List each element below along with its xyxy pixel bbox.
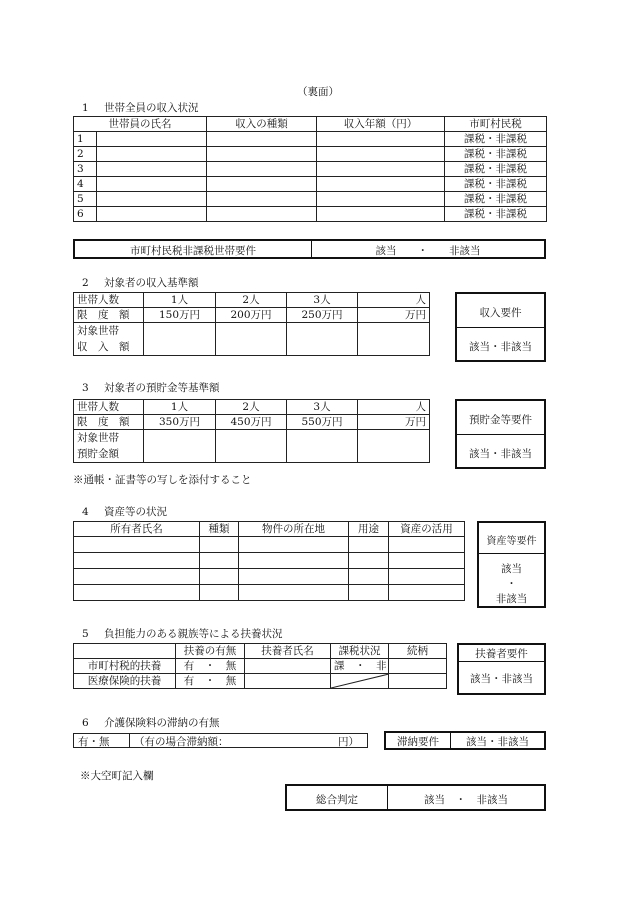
non-taxable-household-requirement [73,239,546,259]
member-name-cell[interactable] [97,207,207,222]
member-name-cell[interactable] [97,132,207,147]
row-label: 市町村税的扶養 [74,659,176,674]
limit-cell: 350万円 [144,415,216,430]
has-dependency-cell[interactable]: 有 ・ 無 [176,659,245,674]
supporter-name-cell[interactable] [245,674,331,689]
attachment-note: ※通帳・証書等の写しを添付すること [73,474,252,486]
income-type-cell[interactable] [207,192,317,207]
asset-utilization-cell[interactable] [389,537,465,553]
table-header-row [74,522,465,537]
row-number: 2 [74,147,97,162]
row-label: 医療保険的扶養 [74,674,176,689]
section-number: 1 [82,102,89,114]
requirement-value[interactable]: 該当 ・ 非該当 [375,245,481,257]
table-row [74,308,430,323]
household-income-cell[interactable] [358,323,430,356]
limit-cell: 550万円 [287,415,358,430]
income-type-cell[interactable] [207,162,317,177]
requirement-label: 収入要件 [479,307,522,319]
table-row [74,147,547,162]
table-row [74,674,447,689]
household-income-cell[interactable] [287,323,358,356]
people-cell[interactable]: 人 [358,400,430,415]
table-row [74,569,465,585]
income-amount-cell[interactable] [317,207,445,222]
asset-type-cell[interactable] [200,585,239,601]
column-header: 続柄 [389,644,447,659]
asset-use-cell[interactable] [349,553,389,569]
asset-location-cell[interactable] [239,553,349,569]
household-income-table [73,116,547,222]
income-amount-cell[interactable] [317,132,445,147]
section-3-heading [82,380,220,395]
table-row [74,415,430,430]
owner-name-cell[interactable] [74,537,200,553]
requirement-value[interactable]: 該当・非該当 [469,341,532,353]
section-title: 世帯全員の収入状況 [104,102,199,114]
column-header: 収入の種類 [207,117,317,132]
household-savings-cell[interactable] [287,430,358,463]
table-row [74,293,430,308]
table-row [74,323,430,356]
asset-type-cell[interactable] [200,537,239,553]
row-label [74,430,144,463]
income-limit-table [73,292,430,356]
assets-requirement-box [477,521,546,608]
row-number: 3 [74,162,97,177]
tax-status-cell-crossed [331,674,389,689]
supporter-name-cell[interactable] [245,659,331,674]
requirement-value[interactable]: 非該当 [495,593,528,605]
asset-type-cell[interactable] [200,569,239,585]
row-number: 4 [74,177,97,192]
section-number: 2 [82,277,89,289]
tax-status-cell[interactable]: 課税・非課税 [445,192,547,207]
divider [457,434,544,435]
asset-use-cell[interactable] [349,537,389,553]
row-label: 世帯人数 [74,400,144,415]
requirement-label: 資産等要件 [486,536,537,547]
has-dependency-cell[interactable]: 有 ・ 無 [176,674,245,689]
household-savings-cell[interactable] [358,430,430,463]
page-title: （裏面） [297,86,339,98]
section-title: 資産等の状況 [104,506,167,518]
income-amount-cell[interactable] [317,177,445,192]
table-row [74,659,447,674]
section-number: 4 [82,506,89,518]
income-type-cell[interactable] [207,177,317,192]
asset-location-cell[interactable] [239,569,349,585]
requirement-separator: ・ [506,578,517,590]
table-header-row [74,117,547,132]
column-header-empty [74,644,176,659]
requirement-value[interactable]: 該当・非該当 [466,736,529,748]
tax-status-cell[interactable]: 課税・非課税 [445,147,547,162]
divider [459,661,544,662]
income-requirement-box [455,292,546,362]
people-cell: 3人 [287,400,358,415]
asset-location-cell[interactable] [239,585,349,601]
column-header: 種類 [200,522,239,537]
arrears-amount-label: （有の場合滞納額： [134,736,229,748]
tax-status-cell[interactable]: 課税・非課税 [445,207,547,222]
section-4-heading [82,504,167,519]
column-header: 所有者氏名 [74,522,200,537]
limit-cell: 200万円 [216,308,287,323]
household-income-cell[interactable] [216,323,287,356]
tax-status-cell[interactable]: 課税・非課税 [445,177,547,192]
household-savings-cell[interactable] [216,430,287,463]
table-row [74,192,547,207]
arrears-amount-unit: 円） [338,736,359,748]
limit-cell: 250万円 [287,308,358,323]
column-header: 市町村民税 [445,117,547,132]
row-label [74,323,144,356]
section-title: 負担能力のある親族等による扶養状況 [104,628,283,640]
owner-name-cell[interactable] [74,553,200,569]
row-label-line: 対象世帯 [77,325,119,337]
income-amount-cell[interactable] [317,162,445,177]
savings-limit-table [73,399,430,463]
column-header: 課税状況 [331,644,389,659]
limit-cell: 150万円 [144,308,216,323]
household-savings-cell[interactable] [144,430,216,463]
table-row [74,585,465,601]
asset-utilization-cell[interactable] [389,553,465,569]
column-header: 世帯員の氏名 [74,117,207,132]
table-row [74,207,547,222]
section-2-heading [82,275,199,290]
table-row [74,177,547,192]
column-header: 資産の活用 [389,522,465,537]
asset-use-cell[interactable] [349,569,389,585]
people-cell: 3人 [287,293,358,308]
section-number: 6 [82,717,89,729]
requirement-value[interactable]: 該当・非該当 [469,448,532,460]
column-header: 収入年額（円） [317,117,445,132]
requirement-label: 市町村民税非課税世帯要件 [130,245,256,257]
column-header: 扶養の有無 [176,644,245,659]
limit-cell[interactable]: 万円 [358,308,430,323]
office-use-note: ※大空町記入欄 [80,770,154,782]
asset-utilization-cell[interactable] [389,585,465,601]
table-row [74,132,547,147]
dependent-requirement-box [457,643,546,695]
people-cell: 2人 [216,400,287,415]
income-type-cell[interactable] [207,132,317,147]
divider [457,327,544,328]
limit-cell: 450万円 [216,415,287,430]
member-name-cell[interactable] [97,147,207,162]
requirement-label: 滞納要件 [397,736,439,748]
arrears-yes-no[interactable]: 有・無 [78,736,110,748]
column-header: 物件の所在地 [239,522,349,537]
overall-judgment-box [285,784,546,811]
requirement-value[interactable]: 該当 [501,563,522,575]
column-header: 用途 [349,522,389,537]
asset-use-cell[interactable] [349,585,389,601]
assets-table [73,521,465,601]
household-income-cell[interactable] [144,323,216,356]
section-number: 5 [82,628,89,640]
asset-utilization-cell[interactable] [389,569,465,585]
divider [479,553,544,554]
table-row [74,430,430,463]
section-title: 対象者の預貯金等基準額 [104,382,220,394]
income-type-cell[interactable] [207,207,317,222]
overall-judgment-value[interactable]: 該当 ・ 非該当 [424,794,508,806]
row-label-line: 収 入 額 [77,341,130,353]
table-header-row [74,644,447,659]
section-title: 介護保険料の滞納の有無 [104,717,220,729]
dependency-table [73,643,447,689]
section-title: 対象者の収入基準額 [104,277,199,289]
row-number: 5 [74,192,97,207]
section-5-heading [82,626,283,641]
requirement-label: 預貯金等要件 [469,414,532,426]
table-row [74,553,465,569]
row-label: 限 度 額 [74,415,144,430]
limit-cell[interactable]: 万円 [358,415,430,430]
people-cell: 1人 [144,400,216,415]
row-number: 6 [74,207,97,222]
table-row [74,537,465,553]
owner-name-cell[interactable] [74,569,200,585]
asset-type-cell[interactable] [200,553,239,569]
section-number: 3 [82,382,89,394]
arrears-requirement-box [384,731,546,750]
diagonal-strike [331,674,389,688]
asset-location-cell[interactable] [239,537,349,553]
section-1-heading [82,100,199,115]
people-cell[interactable]: 人 [358,293,430,308]
overall-judgment-label: 総合判定 [316,794,358,806]
requirement-label: 扶養者要件 [475,648,528,660]
member-name-cell[interactable] [97,162,207,177]
divider [129,733,130,748]
people-cell: 1人 [144,293,216,308]
row-number: 1 [74,132,97,147]
people-cell: 2人 [216,293,287,308]
income-type-cell[interactable] [207,147,317,162]
tax-status-cell[interactable]: 課税・非課税 [445,162,547,177]
member-name-cell[interactable] [97,192,207,207]
owner-name-cell[interactable] [74,585,200,601]
tax-status-cell[interactable]: 課税・非課税 [445,132,547,147]
income-amount-cell[interactable] [317,192,445,207]
savings-requirement-box [455,399,546,469]
table-row [74,162,547,177]
tax-status-cell[interactable]: 課 ・ 非 [331,659,389,674]
requirement-value[interactable]: 該当・非該当 [470,673,533,685]
relationship-cell[interactable] [389,674,447,689]
relationship-cell[interactable] [389,659,447,674]
row-label-line: 預貯金額 [77,448,119,460]
income-amount-cell[interactable] [317,147,445,162]
table-row [74,400,430,415]
member-name-cell[interactable] [97,177,207,192]
row-label: 世帯人数 [74,293,144,308]
section-6-heading [82,715,220,730]
arrears-row [73,733,368,748]
row-label: 限 度 額 [74,308,144,323]
column-header: 扶養者氏名 [245,644,331,659]
row-label-line: 対象世帯 [77,432,119,444]
